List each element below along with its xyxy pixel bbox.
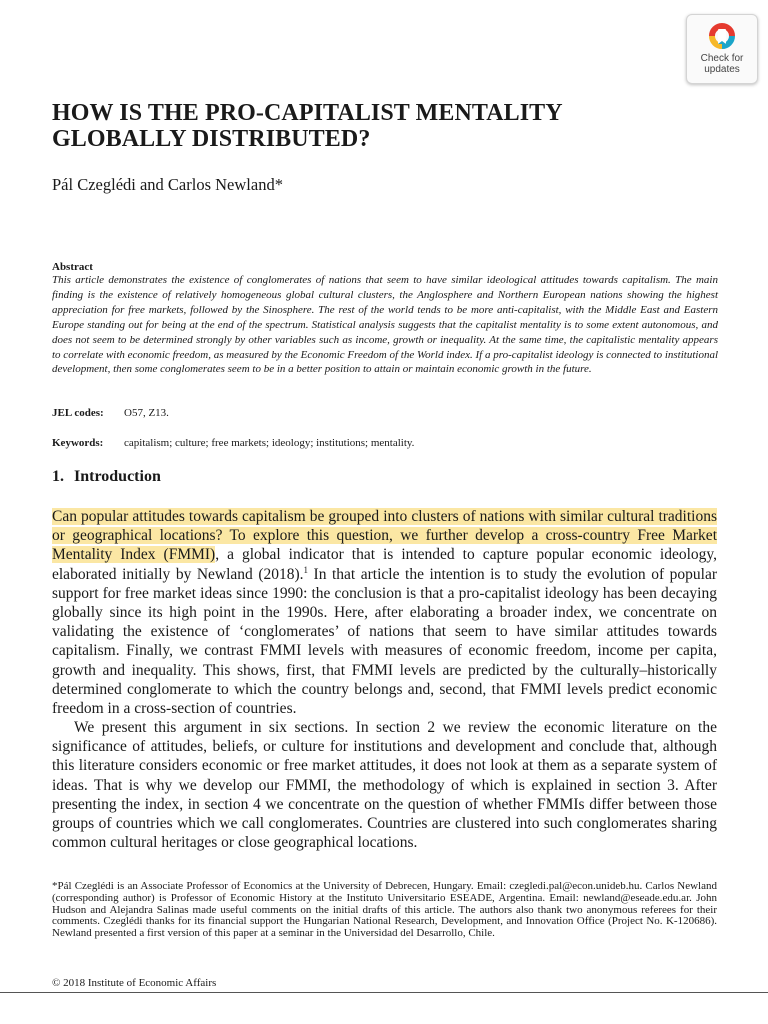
article-title: HOW IS THE PRO-CAPITALIST MENTALITY GLOBALLY DISTRIBUTED? — [52, 100, 562, 152]
check-for-updates-icon — [706, 19, 738, 53]
author-footnote: *Pál Czeglédi is an Associate Professor of Economics at the University of Debrecen, Hungary. Email: czegledi.pal@econ.unideb.hu. Carlos Newland (corresponding author) is Professor of Economic History at the Instituto Universitario ESEADE, Argentina. Email: newland@eseade.edu.ar. John Hudson and Alejandra Salinas made useful comments on the initial drafts of this article. The authors also thank two anonymous referees for their comments. Czeglédi thanks for its financial support the Hungarian National Research, Development, and Innovation Office (Project No. K-120686). Newland presented a first version of this paper at a seminar in the Universidad del Desarrollo, Chile. — [52, 880, 717, 940]
keywords-label: Keywords: — [52, 437, 104, 449]
article-authors: Pál Czeglédi and Carlos Newland* — [52, 175, 283, 194]
highlighted-text: Can popular attitudes towards capitalism be grouped into clusters of nations with similar cultural traditions or geographical locations? To explore this question, we further develop a cross-country Free Market Mentality Index (FMMI) — [52, 508, 717, 564]
badge-line2: updates — [704, 64, 740, 75]
intro-text-a: , a global indicator that is intended to capture popular economic ideology, elaborated initially by Newland (2018). — [52, 546, 718, 583]
section-heading — [52, 467, 161, 487]
section-number: 1. — [52, 468, 64, 485]
keywords — [52, 436, 414, 450]
jel-value: O57, Z13. — [124, 407, 169, 419]
abstract-text: This article demonstrates the existence of conglomerates of nations that seem to have similar ideological attitudes towards capitalism. The main finding is the existence of relatively homogeneous global cultural clusters, the Anglosphere and Northern European nations showing the highest appreciation for free markets, followed by the Sinosphere. The rest of the world tends to be more anti-capitalist, with the Middle East and Eastern Europe standing out for being at the end of the spectrum. Statistical analysis suggests that the capitalist mentality is to some extent autonomous, and does not seem to be determined strongly by other variables such as income, growth or inequality. At the same time, the capitalistic mentality appears to correlate with economic freedom, as measured by the Economic Freedom of the World index. If a pro-capitalist ideology is connected to institutional development, then some conglomerates seem to be in a better position to attain or maintain economic growth in the future. — [52, 274, 718, 376]
intro-paragraph-2: We present this argument in six sections. In section 2 we review the economic literature on the significance of attitudes, beliefs, or culture for institutions and development and conclude that, although this literature considers economic or free market attitudes, it does not look at them as a separate system of ideas. That is why we develop our FMMI, the methodology of which is explained in section 3. After presenting the index, in section 4 we concentrate on the question of whether FMMIs differ between those groups of countries which we call conglomerates. Countries are clustered into such conglomerates sharing common cultural heritages or close geographical locations. — [52, 719, 717, 852]
badge-line1: Check for — [700, 53, 744, 64]
check-for-updates-badge[interactable] — [686, 14, 758, 84]
copyright-notice: © 2018 Institute of Economic Affairs — [52, 977, 217, 989]
keywords-value: capitalism; culture; free markets; ideology; institutions; mentality. — [124, 437, 415, 449]
section-title: Introduction — [74, 468, 161, 485]
intro-text-b: In that article the intention is to study the evolution of popular support for free market ideas since 1990: the conclusion is that a pro-capitalist ideology has been decaying globally since its high point in the 1990s. Here, after elaborating a broader index, we concentrate on validating the existence of ‘conglomerates’ of nations that seem to have similar attitudes towards capitalism. Finally, we contrast FMMI levels with measures of economic freedom, income per capita, growth and inequality. This shows, first, that FMMI levels are predicted by the culturally–historically determined conglomerate to which the country belongs and, second, that FMMI levels predict economic freedom in a cross-section of countries. — [52, 565, 717, 718]
jel-label: JEL codes: — [52, 407, 104, 419]
jel-codes — [52, 406, 169, 420]
footnote-marker[interactable]: 1 — [303, 564, 309, 575]
abstract-heading: Abstract — [52, 261, 93, 273]
footer-divider — [0, 992, 768, 993]
intro-paragraph-1 — [52, 507, 717, 718]
